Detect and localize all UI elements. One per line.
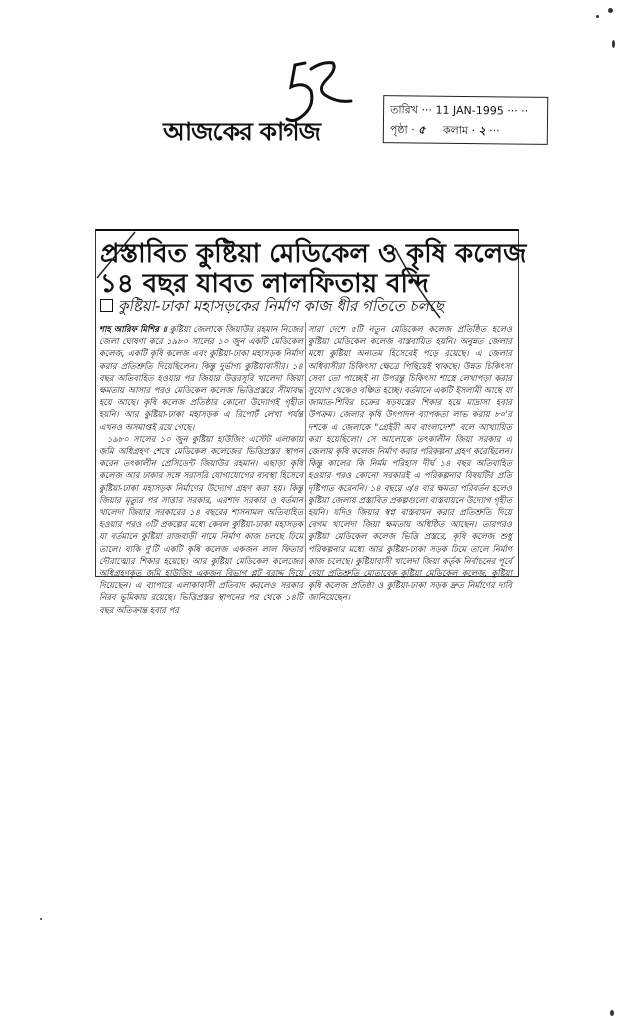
paragraph: [99, 323, 303, 433]
date-label: তারিখ: [390, 103, 419, 117]
paragraph: সারা দেশে ৫টি নতুন মেডিকেল কলেজ প্রতিষ্ঠিত হলেও কুষ্টিয়া মেডিকেল কলেজ বাস্তবায়িত হয়নি। অনুন্নত জেলার মধ্যে কুষ্টিয়া অন্যতম হিসেবেই পড়ে রয়েছে। এ জেলার অধিবাসীরা চিকিৎসা ক্ষেত্রে পিছিয়েই থাকছে। উন্নত চিকিৎসা সেবা তো পাচ্ছেই না উপরন্তু চিকিৎসা শাস্ত্রে লেখাপড়া করার সুযোগ থেকেও বঞ্চিত হচ্ছে। বর্তমানে একটি ইসলামী আছে যা জামাত-শিবির চক্রের ষড়যন্ত্রের শিকার হয়ে মাদ্রাসা হবার উপক্রম। জেলার কৃষি উৎপাদন ব্যাপকতা লাভ করায় ৮০'র দশকে এ জেলাকে "গ্রেইরী অব বাংলাদেশ" বলে আখ্যায়িত করা হয়েছিলো। সে আলোকে তৎকালীন জিয়া সরকার এ জেলায় কৃষি কলেজ নির্মাণ করার পরিকল্পনা গ্রহণ করেছিলেন। কিন্তু কালের কি নির্মম পরিহাস দীর্ঘ ১৪ বছর অতিবাহিত হওয়ার পরও কোনো সরকারই এ পরিকল্পনার বিষয়টির প্রতি দৃষ্টিপাত করেননি। ১৪ বছরে ৩/৪ বার ক্ষমতা পরিবর্তন হলেও কুষ্টিয়া জেলায় প্রস্তাবিত প্রকল্পগুলো বাস্তবায়নে উদ্যোগ গৃহীত হয়নি। যদিও জিয়ার স্বপ্ন বাস্তবায়ন করার প্রতিশ্রুতি দিয়ে বেগম খালেদা জিয়া ক্ষমতায় অধিষ্ঠিত আছেন। তারপরও কুষ্টিয়া মেডিকেল কলেজ ভিত্তি প্রস্তরে, কৃষি কলেজ শুধু পরিকল্পনার মধ্যে আর কুষ্টিয়া-ঢাকা সড়ক ঢিমে তালে নির্মাণ কাজ চলেছে। কুষ্টিয়াবাসী খালেদা জিয়া কর্তৃক নির্বাচনের পূর্বে দেয়া প্রতিশ্রুতি মোতাবেক কুষ্টিয়া মেডিকেল কলেজ, কুষ্টিয়া কৃষি কলেজ প্রতিষ্ঠা ও কুষ্টিয়া-ঢাকা সড়ক দ্রুত নির্মাণের দাবি জানিয়েছেন।: [308, 324, 512, 603]
column-value: ২: [478, 124, 486, 138]
headline-line-1: প্রস্তাবিত কুষ্টিয়া মেডিকেল ও কৃষি কলেজ: [100, 239, 527, 269]
clipping-stamp: তারিখ ··· 11 JAN-1995 ··· ·· পৃষ্ঠা · ৫ কলাম · ২ ···: [383, 95, 548, 145]
scan-speck: [608, 8, 613, 13]
date-value: 11 JAN-1995: [435, 103, 504, 118]
scan-speck: [612, 40, 615, 48]
subheadline-text: কুষ্টিয়া-ঢাকা মহাসড়কের নির্মাণ কাজ ধীর গতিতে চলছে: [118, 297, 444, 315]
scan-speck: [40, 918, 42, 920]
pen-mark: [95, 228, 525, 328]
article-column-1: [99, 323, 303, 615]
newspaper-masthead: আজকের কাগজ: [163, 117, 321, 146]
page-value: ৫: [418, 123, 426, 137]
scan-speck: [596, 15, 599, 18]
paragraph: ১৯৮০ সালের ১০ জুন কুষ্টিয়া হাউজিং এস্টেট এলাকায় জমি অধিগ্রহণ শেষে মেডিকেল কলেজের ভিত্তিপ্রস্তর স্থাপন করেন তৎকালীন প্রেসিডেন্ট জিয়াউর রহমান। এছাড়া কৃষি কলেজ আর ঢাকার সঙ্গে সরাসরি যোগাযোগের ব্যবস্থা হিসেবে কুষ্টিয়া-ঢাকা মহাসড়ক নির্মাণের উদ্যোগ গ্রহণ করা হয়। কিন্তু জিয়ার মৃত্যুর পর সাত্তার সরকার, এরশাদ সরকার ও বর্তমান খালেদা জিয়ার সরকারের ১৪ বছরের শাসনামল অতিবাহিত হওয়ার পরও ৩টি প্রকল্পের মধ্যে কেবল কুষ্টিয়া-ঢাকা মহাসড়ক যা বর্তমানে কুষ্টিয়া রাজবাড়ী নামে নির্মাণ কাজ চলছে ঢিমে তালে। বাকি দু'টি একটি কৃষি কলেজ একজন লাল ফিতার দৌরাত্ম্যের শিকার হয়েছে। আর কুষ্টিয়া মেডিকেল কলেজের অধিগ্রহণকৃত জমি হাউজিং একজন বিভাগ প্লট বরাদ্দ দিয়ে দিয়েছেন। এ ব্যাপারে এলাকাবাসী প্রতিবাদ করলেও সরকার নিরব ভূমিকায় রয়েছে। ভিত্তিপ্রস্তর স্থাপনের পর থেকে ১৪টি বছর অতিক্রান্ত হবার পর: [99, 433, 303, 615]
column-label: কলাম: [442, 123, 469, 138]
byline: শাহ আরিফ মিশির ॥: [99, 324, 167, 334]
scan-speck: [610, 1010, 614, 1016]
headline-line-2: ১৪ বছর যাবত লালফিতায় বন্দি: [100, 269, 429, 299]
page-label: পৃষ্ঠা: [389, 123, 408, 137]
column-divider: [305, 322, 306, 570]
paragraph-text: কুষ্টিয়া জেলাকে জিয়াউর রহমান নিজের জেলা ঘোষণা করে ১৯৮০ সালের ১০ জুন একটি মেডিকেল কলেজ, একটি কৃষি কলেজ এবং কুষ্টিয়া-ঢাকা মহাসড়ক নির্মাণ করার প্রতিশ্রুতি দিয়েছিলেন। কিন্তু দুর্ভাগ্য কুষ্টিয়াবাসীর। ১৪ বছর অতিবাহিত হওয়ার পর জিয়ার উত্তরসূরি খালেদা জিয়া ক্ষমতায় আসার পরও মেডিকেল কলেজ ভিত্তিপ্রস্তরে সীমাবদ্ধ হয়ে আছে। কৃষি কলেজ প্রতিষ্ঠার কোনো উদ্যোগই গৃহীত হয়নি। আর কুষ্টিয়া-ঢাকা মহাসড়ক এ রিপোর্ট লেখা পর্যন্ত এখনও অসমাপ্তই রয়ে গেছে।: [99, 324, 303, 432]
article-column-2: [308, 323, 512, 603]
